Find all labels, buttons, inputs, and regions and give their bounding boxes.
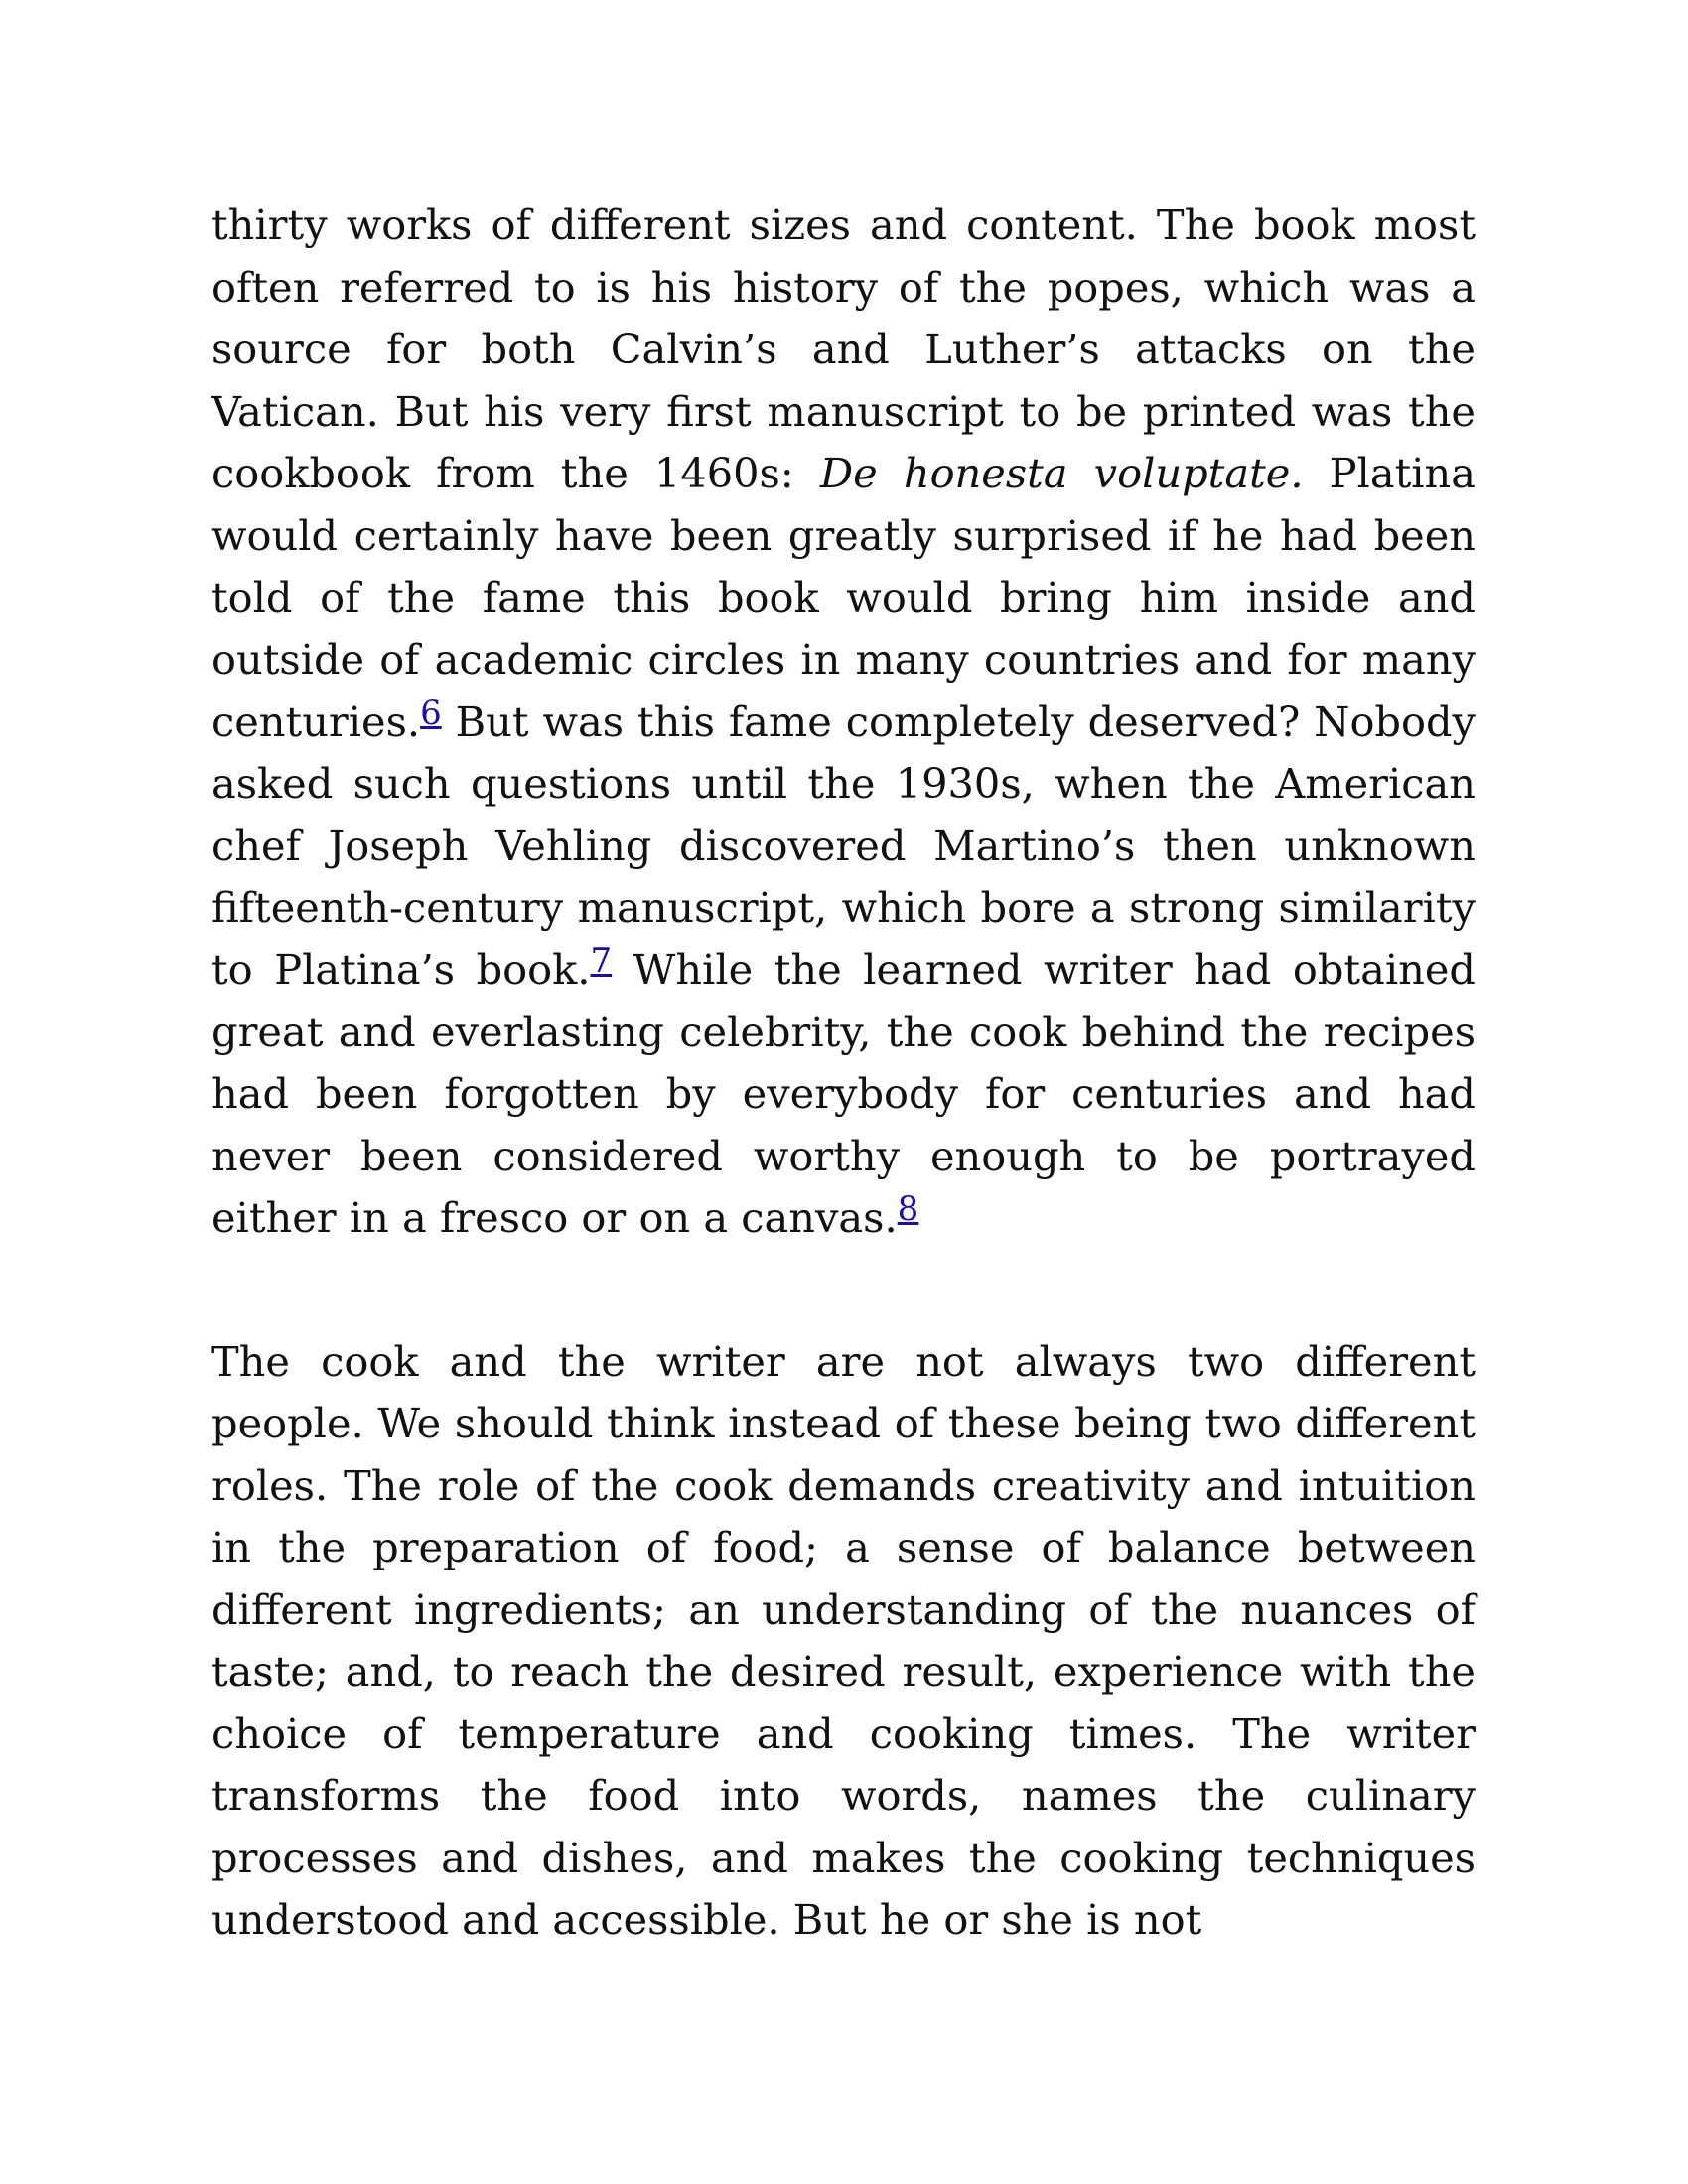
paragraph-1-text-d: While the learned writer had obtained great and everlasting celebrity, the cook behind the recipes had been forgotten by everybody for centuries and had never been considered worthy enough to be portrayed either in a fresco or on a canvas. — [211, 945, 1476, 1242]
paragraph-1-text-b: Platina would certainly have been greatly surprised if he had been told of the fame this book would bring him inside and outside of academic circles in many countries and for many centuries. — [211, 449, 1476, 746]
footnote-link-8[interactable]: 8 — [897, 1189, 919, 1229]
footnote-link-6[interactable]: 6 — [420, 693, 442, 733]
paragraph-2: The cook and the writer are not always two different people. We should think instead of these being two different roles. The role of the cook demands creativity and intuition in the preparation of food; a sense of balance between different ingredients; an understanding of the nuances of taste; and, to reach the desired result, experience with the choice of temperature and cooking times. The writer transforms the food into words, names the culinary processes and dishes, and makes the cooking techniques understood and accessible. But he or she is not — [211, 1336, 1476, 1944]
paragraph-1-text-a: thirty works of different sizes and content. The book most often referred to is his history of the popes, which was a source for both Calvin’s and Luther’s attacks on the Vatican. But his very first manuscript to be printed was the cookbook from the 1460s: — [211, 201, 1476, 497]
footnote-link-7[interactable]: 7 — [590, 941, 613, 981]
book-title-italic: De honesta voluptate. — [819, 449, 1304, 497]
paragraph-1-text-c: But was this fame completely deserved? Nobody asked such questions until the 1930s, when the American chef Joseph Vehling discovered Martino’s then unknown fifteenth-century manuscript, which bore a strong similarity to Platina’s book. — [211, 697, 1476, 994]
paragraph-1 — [211, 195, 1476, 1250]
page-body — [211, 195, 1476, 1952]
